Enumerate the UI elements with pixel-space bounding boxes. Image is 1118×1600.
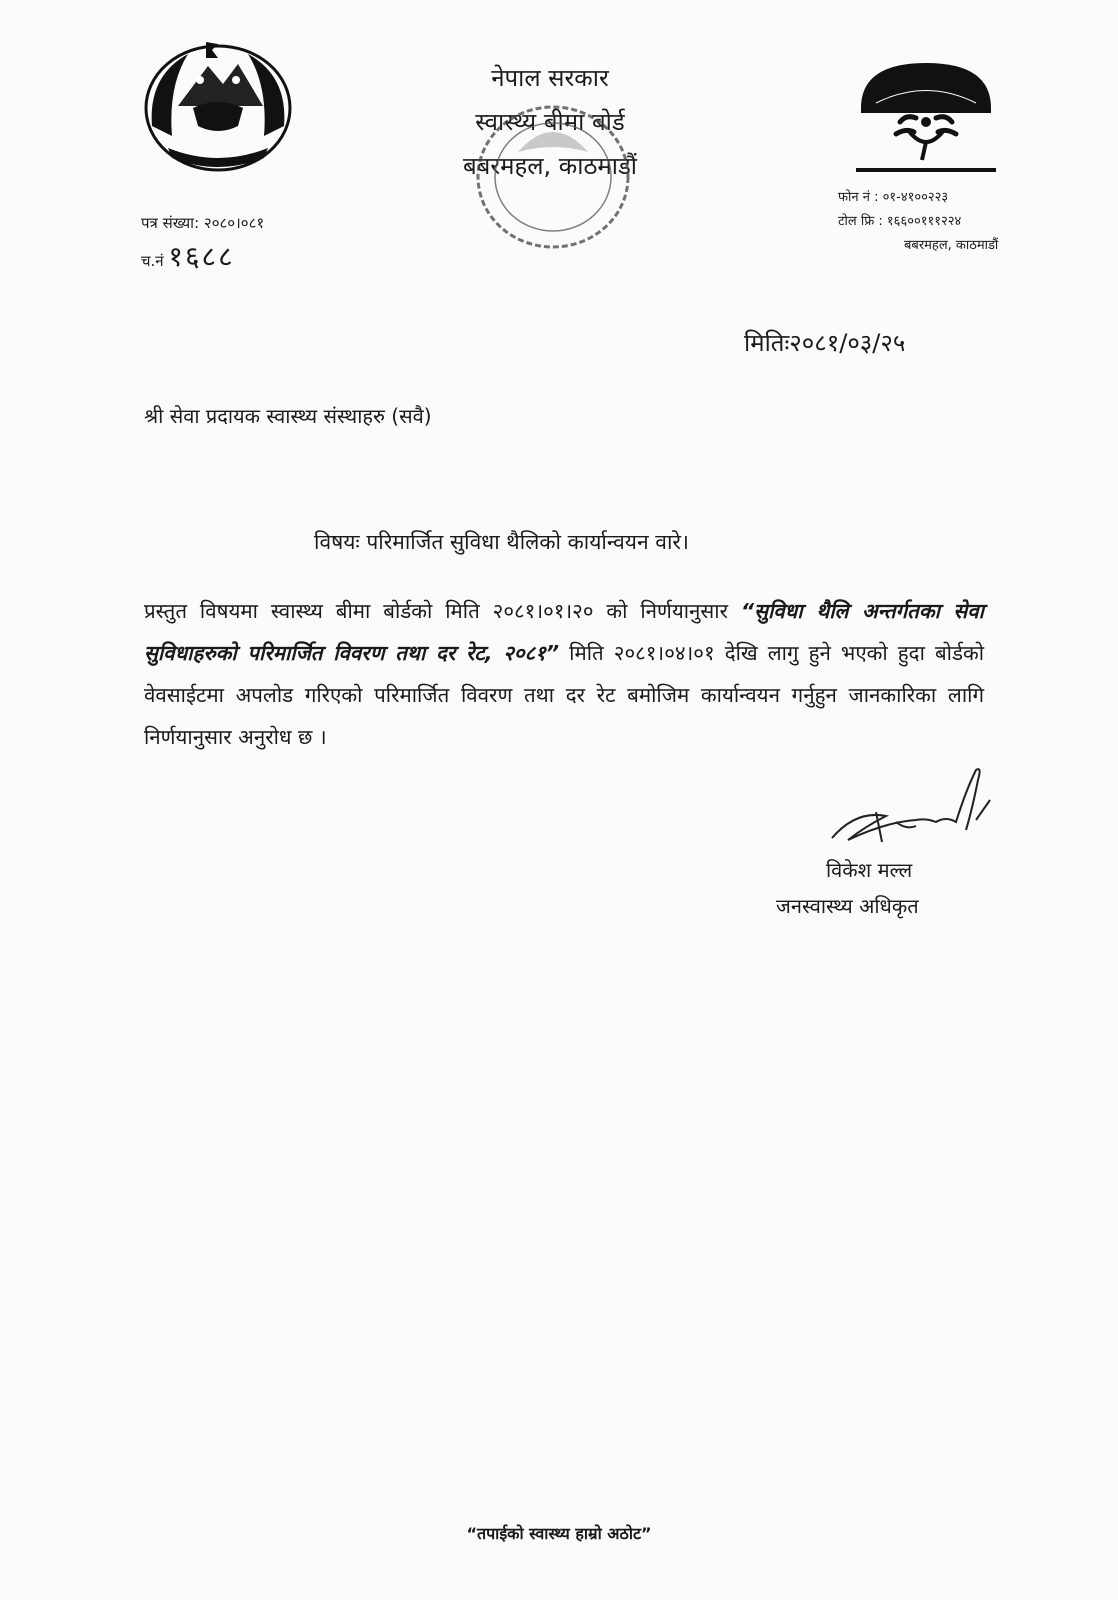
board-name: स्वास्थ्य बीमा बोर्ड: [475, 108, 625, 136]
signer-title: जनस्वास्थ्य अधिकृत: [776, 894, 919, 918]
signer-name: विकेश मल्ल: [826, 858, 913, 882]
nepal-emblem-icon: [138, 36, 298, 176]
contact-address: बबरमहल, काठमाडौं: [904, 238, 999, 253]
tollfree-number: १६६००१११२२४: [886, 214, 962, 229]
board-location: बबरमहल, काठमाडौं: [462, 152, 638, 180]
reference-block: [141, 206, 264, 278]
letter-date: मितिः२०८१/०३/२५: [744, 329, 906, 357]
body-part-1: प्रस्तुत विषयमा स्वास्थ्य बीमा बोर्डको मिति २०८१।०१।२० को निर्णयानुसार: [144, 599, 728, 623]
body-part-2: मिति २०८१।०४।०१ देखि लागु हुने भएको हुदा बोर्डको वेवसाईटमा अपलोड गरिएको परिमार्जित विवरण तथा दर रेट बमोजिम कार्यान्वयन गर्नुहुन जानकारिका लागि निर्णयानुसार अनुरोध छ ।: [144, 641, 984, 749]
government-name: नेपाल सरकार: [491, 64, 609, 92]
footer-slogan: “तपाईको स्वास्थ्य हाम्रो अठोट”: [466, 1524, 652, 1543]
phone-number: ०१-४१००२२३: [882, 190, 949, 205]
phone-label: फोन नं :: [838, 190, 879, 205]
health-insurance-board-logo: [856, 58, 996, 178]
handwritten-signature: [826, 760, 1006, 870]
addressee: श्री सेवा प्रदायक स्वास्थ्य संस्थाहरु (सवै): [144, 404, 432, 428]
letter-number: पत्र संख्या: २०८०।०८१: [141, 214, 265, 232]
body-quote: “सुविधा थैलि अन्तर्गतका सेवा सुविधाहरुको परिमार्जित विवरण तथा दर रेट, २०८१”: [144, 599, 984, 665]
official-seal-stamp: [458, 92, 658, 272]
cn-value: १६८८: [168, 240, 235, 273]
body-paragraph: [144, 590, 984, 758]
tollfree-label: टोल फ्रि :: [838, 214, 883, 229]
cn-label: च.नं: [141, 252, 164, 270]
subject-line: विषयः परिमार्जित सुविधा थैलिको कार्यान्वयन वारे।: [314, 530, 689, 554]
contact-details: [838, 186, 1078, 258]
